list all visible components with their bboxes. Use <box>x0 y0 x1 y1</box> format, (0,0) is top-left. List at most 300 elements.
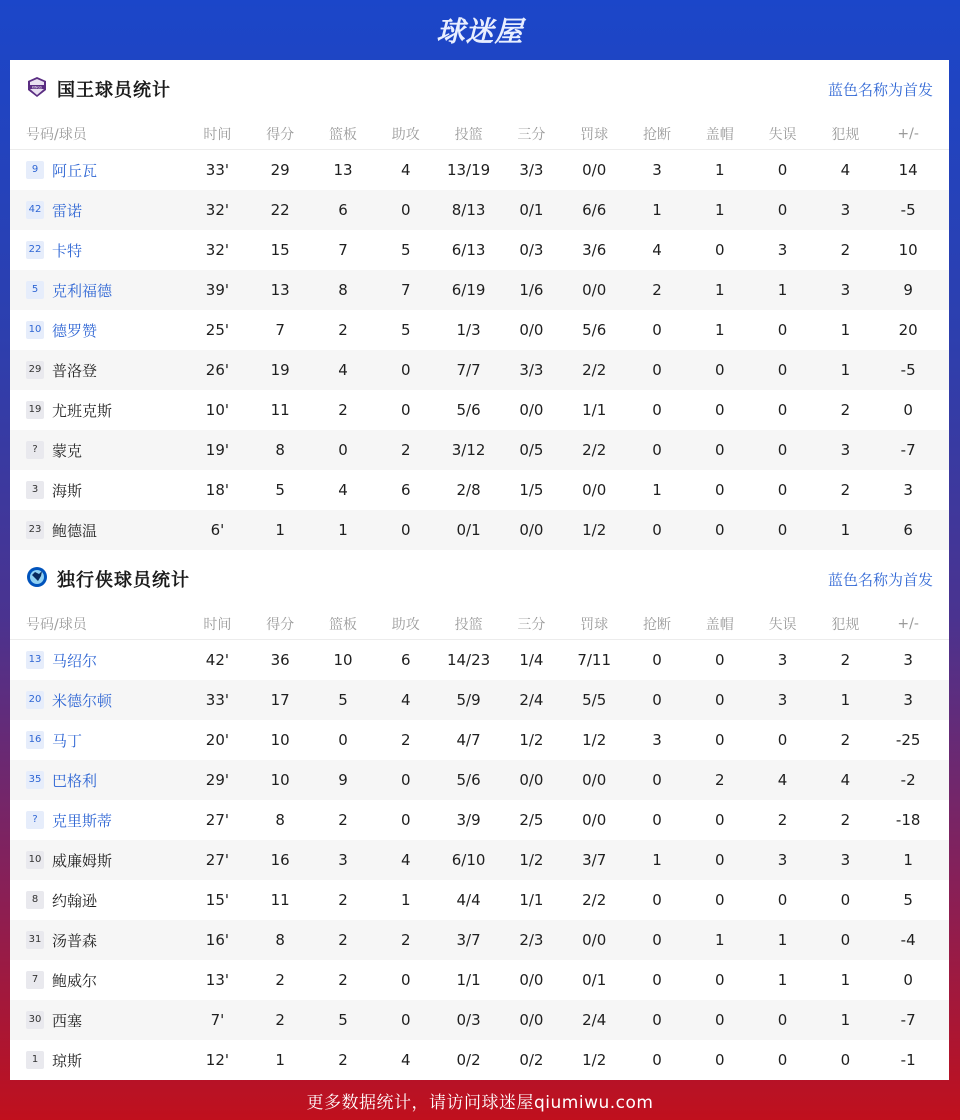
jersey-number-badge: 5 <box>26 281 44 299</box>
kings-logo-icon <box>26 76 48 102</box>
column-header: 时间 <box>203 616 232 633</box>
stat-cell: 12' <box>205 1051 229 1069</box>
mavericks-player-rows <box>10 640 949 1080</box>
player-name: 汤普森 <box>52 931 98 950</box>
table-row <box>10 150 949 190</box>
table-row <box>10 470 949 510</box>
stat-cell: 39' <box>205 281 229 299</box>
jersey-number-badge: 23 <box>26 521 44 539</box>
stat-cell: 11 <box>270 401 290 419</box>
stat-cell: 1 <box>275 521 285 539</box>
stat-cell: 2 <box>840 481 851 499</box>
stat-cell: 6 <box>401 481 411 499</box>
stat-cell: 6' <box>210 521 225 539</box>
column-header: 篮板 <box>328 616 357 633</box>
table-row <box>10 720 949 760</box>
column-header: 犯规 <box>831 126 860 143</box>
stat-cell: 0/5 <box>519 441 544 459</box>
stat-cell: 3 <box>652 161 662 179</box>
stat-cell: 0 <box>903 401 913 419</box>
stat-cell: 14/23 <box>446 651 491 669</box>
column-header: 抢断 <box>642 616 671 633</box>
stat-cell: 0 <box>338 731 348 749</box>
stat-cell: 1 <box>840 1011 851 1029</box>
stat-cell: 0 <box>715 811 725 829</box>
stat-cell: -1 <box>900 1051 916 1069</box>
stat-cell: 6 <box>903 521 913 539</box>
stat-cell: 4 <box>401 851 411 869</box>
stat-cell: 2 <box>715 771 725 789</box>
table-row <box>10 230 949 270</box>
stat-cell: 0 <box>652 811 662 829</box>
column-header: 投篮 <box>454 126 483 143</box>
stat-cell: 1 <box>840 521 851 539</box>
stat-cell: 0 <box>715 651 725 669</box>
column-header: 三分 <box>517 126 546 143</box>
stat-cell: 1 <box>777 971 788 989</box>
stat-cell: 10 <box>270 771 290 789</box>
stat-cell: 22 <box>270 201 290 219</box>
stat-cell: 0 <box>652 931 662 949</box>
jersey-number-badge: 22 <box>26 241 44 259</box>
player-cell <box>10 930 186 951</box>
stat-cell: 2 <box>777 811 788 829</box>
player-name: 威廉姆斯 <box>52 851 113 870</box>
stat-cell: 1 <box>715 931 725 949</box>
stat-cell: 13 <box>270 281 290 299</box>
stat-cell: 4 <box>401 1051 411 1069</box>
stat-cell: 0/0 <box>519 401 544 419</box>
stat-cell: 0 <box>652 891 662 909</box>
stat-cell: 1 <box>338 521 348 539</box>
stat-cell: 36 <box>270 651 290 669</box>
stat-cell: 4 <box>840 161 851 179</box>
stat-cell: 5/5 <box>582 691 607 709</box>
stat-cell: 0 <box>401 361 411 379</box>
stat-cell: 1/1 <box>519 891 544 909</box>
player-cell <box>10 850 186 871</box>
stat-cell: 2 <box>275 1011 285 1029</box>
stat-cell: 1 <box>777 281 788 299</box>
jersey-number-badge: 29 <box>26 361 44 379</box>
stat-cell: 0 <box>652 771 662 789</box>
player-name: 卡特 <box>52 241 83 260</box>
stat-cell: 0 <box>401 521 411 539</box>
player-cell <box>10 240 186 261</box>
column-header: 得分 <box>266 616 295 633</box>
stat-cell: 33' <box>205 161 229 179</box>
stat-cell: 3 <box>840 201 851 219</box>
stat-cell: 20 <box>898 321 918 339</box>
player-cell <box>10 480 186 501</box>
stat-cell: 13' <box>205 971 229 989</box>
stat-cell: 10 <box>270 731 290 749</box>
stat-cell: 29' <box>205 771 229 789</box>
stat-cell: 2/2 <box>582 891 607 909</box>
player-cell <box>10 320 186 341</box>
stat-cell: 1/6 <box>519 281 544 299</box>
stat-cell: 0 <box>777 161 788 179</box>
column-header: 得分 <box>266 126 295 143</box>
stat-cell: 0 <box>715 401 725 419</box>
player-cell <box>10 200 186 221</box>
stat-cell: 3 <box>338 851 348 869</box>
jersey-number-badge: 10 <box>26 851 44 869</box>
stat-cell: 8 <box>275 811 285 829</box>
stat-cell: 32' <box>205 201 229 219</box>
stat-cell: 2 <box>275 971 285 989</box>
brand-logo: 球迷屋 <box>436 15 524 48</box>
stat-cell: 3 <box>777 851 788 869</box>
stat-cell: 0 <box>715 851 725 869</box>
stat-cell: 8/13 <box>451 201 486 219</box>
stat-cell: 3 <box>777 691 788 709</box>
player-name: 克利福德 <box>52 281 113 300</box>
stat-cell: 15 <box>270 241 290 259</box>
stat-cell: 2/2 <box>582 361 607 379</box>
stat-cell: 13/19 <box>446 161 491 179</box>
stat-cell: 0 <box>401 811 411 829</box>
kings-card-header <box>10 60 949 118</box>
stat-cell: 3 <box>777 651 788 669</box>
stat-cell: 0 <box>777 1011 788 1029</box>
player-name: 约翰逊 <box>52 891 98 910</box>
player-cell <box>10 1050 186 1071</box>
player-cell <box>10 280 186 301</box>
stat-cell: 33' <box>205 691 229 709</box>
table-row <box>10 430 949 470</box>
column-header: 失误 <box>768 126 797 143</box>
stat-cell: 3/3 <box>519 161 544 179</box>
mavericks-logo-icon <box>26 566 48 592</box>
team-title: 国王球员统计 <box>57 80 171 101</box>
stat-cell: 0/3 <box>456 1011 481 1029</box>
stat-cell: 2 <box>840 241 851 259</box>
stat-cell: 9 <box>903 281 913 299</box>
jersey-number-badge: 35 <box>26 771 44 789</box>
stat-cell: 0/0 <box>582 811 607 829</box>
stat-cell: 8 <box>275 441 285 459</box>
table-row <box>10 920 949 960</box>
player-cell <box>10 770 186 791</box>
table-row <box>10 1040 949 1080</box>
jersey-number-badge: 20 <box>26 691 44 709</box>
column-header-row <box>10 608 949 640</box>
table-row <box>10 760 949 800</box>
jersey-number-badge: ? <box>26 441 44 459</box>
stat-cell: 3 <box>777 241 788 259</box>
stat-cell: 2/8 <box>456 481 481 499</box>
stat-cell: 3 <box>840 281 851 299</box>
stat-cell: 0 <box>715 241 725 259</box>
column-header: 盖帽 <box>705 126 734 143</box>
table-row <box>10 510 949 550</box>
stat-cell: 11 <box>270 891 290 909</box>
stat-cell: 0 <box>715 481 725 499</box>
player-name: 马绍尔 <box>52 651 98 670</box>
stat-cell: 4 <box>401 691 411 709</box>
column-header: 罚球 <box>580 126 609 143</box>
stat-cell: 0 <box>715 691 725 709</box>
player-name: 巴格利 <box>52 771 98 790</box>
table-row <box>10 640 949 680</box>
stat-cell: 9 <box>338 771 348 789</box>
stat-cell: 0 <box>715 361 725 379</box>
stat-cell: 8 <box>275 931 285 949</box>
stat-cell: 0 <box>401 971 411 989</box>
stat-cell: 2 <box>338 321 348 339</box>
stat-cell: 1 <box>715 161 725 179</box>
stat-cell: 2/4 <box>582 1011 607 1029</box>
stat-cell: 0/0 <box>519 1011 544 1029</box>
stat-cell: 0/0 <box>582 481 607 499</box>
stat-cell: 5/6 <box>456 771 481 789</box>
kings-stats-card <box>10 60 949 550</box>
player-cell <box>10 690 186 711</box>
stat-cell: 0 <box>715 891 725 909</box>
stat-cell: 7 <box>275 321 285 339</box>
stat-cell: 0/0 <box>519 771 544 789</box>
stat-cell: 6/10 <box>451 851 486 869</box>
stat-cell: 1 <box>777 931 788 949</box>
stat-cell: 0 <box>777 201 788 219</box>
stat-cell: 0 <box>840 931 851 949</box>
stat-cell: 0 <box>777 401 788 419</box>
stat-cell: 6/13 <box>451 241 486 259</box>
stat-cell: 4/7 <box>456 731 481 749</box>
stat-cell: 5 <box>401 241 411 259</box>
stat-cell: 2/2 <box>582 441 607 459</box>
stat-cell: 18' <box>205 481 229 499</box>
stat-cell: 2/3 <box>519 931 544 949</box>
stat-cell: 3/12 <box>451 441 486 459</box>
starter-legend: 蓝色名称为首发 <box>827 570 933 589</box>
stat-cell: 3/7 <box>582 851 607 869</box>
stat-cell: 0 <box>777 441 788 459</box>
stat-cell: 2/5 <box>519 811 544 829</box>
stat-cell: 4 <box>840 771 851 789</box>
column-header: 助攻 <box>391 126 420 143</box>
stat-cell: 2 <box>401 931 411 949</box>
player-name: 德罗赞 <box>52 321 98 340</box>
stat-cell: 3 <box>840 441 851 459</box>
jersey-number-badge: 7 <box>26 971 44 989</box>
stat-cell: 19 <box>270 361 290 379</box>
stat-cell: 32' <box>205 241 229 259</box>
stat-cell: 0 <box>401 1011 411 1029</box>
stat-cell: 5 <box>401 321 411 339</box>
stat-cell: 2/4 <box>519 691 544 709</box>
stat-cell: 42' <box>205 651 229 669</box>
jersey-number-badge: 8 <box>26 891 44 909</box>
stat-cell: -7 <box>900 1011 916 1029</box>
player-name: 鲍德温 <box>52 521 98 540</box>
table-row <box>10 960 949 1000</box>
stat-cell: 19' <box>205 441 229 459</box>
stat-cell: 1 <box>275 1051 285 1069</box>
stat-cell: 25' <box>205 321 229 339</box>
stat-cell: 0/2 <box>456 1051 481 1069</box>
stat-cell: 1/5 <box>519 481 544 499</box>
stat-cell: 4 <box>652 241 662 259</box>
stat-cell: 2 <box>840 651 851 669</box>
stat-cell: 0 <box>715 1051 725 1069</box>
stat-cell: 2 <box>338 971 348 989</box>
stat-cell: 5 <box>338 1011 348 1029</box>
stat-cell: 6/6 <box>582 201 607 219</box>
jersey-number-badge: 16 <box>26 731 44 749</box>
stat-cell: 0 <box>903 971 913 989</box>
stat-cell: 0 <box>715 441 725 459</box>
stat-cell: 1/1 <box>456 971 481 989</box>
stat-cell: 27' <box>205 811 229 829</box>
jersey-number-badge: 9 <box>26 161 44 179</box>
column-header: 抢断 <box>642 126 671 143</box>
jersey-number-badge: 30 <box>26 1011 44 1029</box>
stat-cell: 2 <box>338 891 348 909</box>
player-cell <box>10 970 186 991</box>
stat-cell: 7 <box>338 241 348 259</box>
stat-cell: 7/11 <box>577 651 612 669</box>
column-header: 时间 <box>203 126 232 143</box>
column-header: 犯规 <box>831 616 860 633</box>
player-name: 雷诺 <box>52 201 83 220</box>
jersey-number-badge: 1 <box>26 1051 44 1069</box>
jersey-number-badge: ? <box>26 811 44 829</box>
column-header: 助攻 <box>391 616 420 633</box>
stat-cell: 4/4 <box>456 891 481 909</box>
player-cell <box>10 440 186 461</box>
stat-cell: 3 <box>652 731 662 749</box>
stat-cell: 6 <box>338 201 348 219</box>
stat-cell: 2 <box>338 811 348 829</box>
stat-cell: 1 <box>715 321 725 339</box>
stat-cell: 2 <box>401 441 411 459</box>
stat-cell: 1 <box>840 321 851 339</box>
stat-cell: 0/0 <box>582 931 607 949</box>
stat-cell: 0 <box>777 361 788 379</box>
stat-cell: 3 <box>903 651 913 669</box>
stat-cell: 0/0 <box>519 971 544 989</box>
kings-player-rows <box>10 150 949 550</box>
column-header: 三分 <box>517 616 546 633</box>
stat-cell: -2 <box>900 771 916 789</box>
stat-cell: 6/19 <box>451 281 486 299</box>
stat-cell: -5 <box>900 361 916 379</box>
jersey-number-badge: 3 <box>26 481 44 499</box>
stat-cell: 5/9 <box>456 691 481 709</box>
stat-cell: 29 <box>270 161 290 179</box>
stat-cell: 20' <box>205 731 229 749</box>
stat-cell: -18 <box>895 811 921 829</box>
stat-cell: 0 <box>715 971 725 989</box>
player-cell <box>10 730 186 751</box>
stat-cell: -5 <box>900 201 916 219</box>
stat-cell: 2 <box>338 401 348 419</box>
player-cell <box>10 160 186 181</box>
jersey-number-badge: 13 <box>26 651 44 669</box>
stat-cell: 14 <box>898 161 918 179</box>
table-row <box>10 1000 949 1040</box>
stat-cell: 1/1 <box>582 401 607 419</box>
stat-cell: -7 <box>900 441 916 459</box>
stat-cell: 1 <box>715 281 725 299</box>
stat-cell: 6 <box>401 651 411 669</box>
player-name: 米德尔顿 <box>52 691 113 710</box>
jersey-number-badge: 31 <box>26 931 44 949</box>
table-row <box>10 390 949 430</box>
stat-cell: 0 <box>338 441 348 459</box>
stat-cell: 4 <box>338 361 348 379</box>
stat-cell: 2 <box>840 811 851 829</box>
table-row <box>10 190 949 230</box>
stat-cell: -25 <box>895 731 921 749</box>
stat-cell: 3 <box>903 691 913 709</box>
stat-cell: 3/9 <box>456 811 481 829</box>
stat-cell: 4 <box>777 771 788 789</box>
stat-cell: 0 <box>652 441 662 459</box>
stat-cell: 0 <box>715 521 725 539</box>
stat-cell: 0 <box>840 1051 851 1069</box>
player-cell <box>10 810 186 831</box>
stat-cell: 7' <box>210 1011 225 1029</box>
stat-cell: 5 <box>275 481 285 499</box>
player-name: 尤班克斯 <box>52 401 113 420</box>
stat-cell: 10' <box>205 401 229 419</box>
stat-cell: 0 <box>777 481 788 499</box>
stat-cell: 1/3 <box>456 321 481 339</box>
player-name: 琼斯 <box>52 1051 83 1070</box>
table-row <box>10 350 949 390</box>
stat-cell: 10 <box>333 651 353 669</box>
stat-cell: 1/2 <box>519 851 544 869</box>
player-name: 蒙克 <box>52 441 83 460</box>
stat-cell: 1/2 <box>519 731 544 749</box>
stat-cell: 0 <box>652 361 662 379</box>
column-header: 号码/球员 <box>26 126 87 143</box>
column-header-row <box>10 118 949 150</box>
stat-cell: 0/0 <box>519 521 544 539</box>
stat-cell: 0/1 <box>519 201 544 219</box>
stat-cell: 0 <box>715 1011 725 1029</box>
stat-cell: 0/0 <box>519 321 544 339</box>
stat-cell: 2 <box>401 731 411 749</box>
stat-cell: 1 <box>903 851 913 869</box>
stat-cell: 0 <box>652 1011 662 1029</box>
stat-cell: 2 <box>338 1051 348 1069</box>
table-row <box>10 880 949 920</box>
stat-cell: 15' <box>205 891 229 909</box>
stat-cell: 0 <box>652 1051 662 1069</box>
stat-cell: 0/3 <box>519 241 544 259</box>
stat-cell: 3 <box>840 851 851 869</box>
stat-cell: 16' <box>205 931 229 949</box>
svg-text:KINGS: KINGS <box>32 85 42 90</box>
stat-cell: 0/0 <box>582 771 607 789</box>
player-name: 海斯 <box>52 481 83 500</box>
stat-cell: 1/4 <box>519 651 544 669</box>
player-cell <box>10 650 186 671</box>
player-name: 克里斯蒂 <box>52 811 113 830</box>
stat-cell: 0 <box>401 771 411 789</box>
team-title: 独行侠球员统计 <box>57 570 190 591</box>
stat-cell: 1 <box>840 691 851 709</box>
table-row <box>10 840 949 880</box>
stat-cell: 27' <box>205 851 229 869</box>
column-header: 投篮 <box>454 616 483 633</box>
stat-cell: 0 <box>652 521 662 539</box>
stat-cell: 0 <box>652 321 662 339</box>
